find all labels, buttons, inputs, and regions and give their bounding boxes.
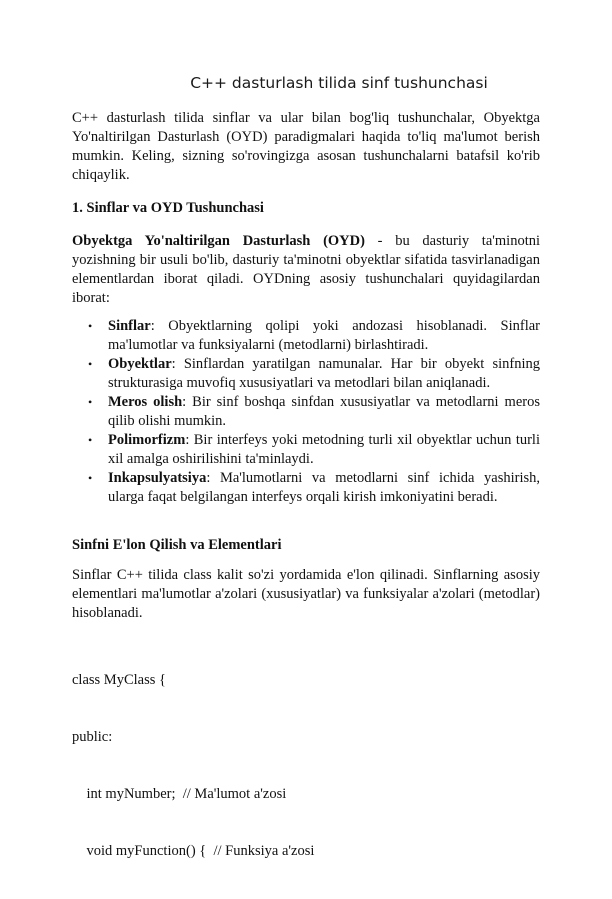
list-item bbox=[72, 317, 540, 355]
code-line: int myNumber; // Ma'lumot a'zosi bbox=[72, 786, 287, 802]
section2-heading: Sinfni E'lon Qilish va Elementlari bbox=[72, 537, 282, 553]
bullet-text: : Sinflardan yaratilgan namunalar. Har bir obyekt sinfning strukturasiga muvofiq xususiyatlari va metodlari bilan aniqlanadi. bbox=[108, 356, 540, 391]
code-line: class MyClass { bbox=[72, 672, 166, 688]
bullet-term: Obyektlar bbox=[108, 356, 172, 372]
bullet-term: Sinflar bbox=[108, 318, 151, 334]
bullet-term: Polimorfizm bbox=[108, 432, 186, 448]
bullet-text: : Obyektlarning qolipi yoki andozasi hisoblanadi. Sinflar ma'lumotlar va funksiyalarni (metodlarni) birlashtiradi. bbox=[108, 318, 540, 353]
bullet-term: Inkapsulyatsiya bbox=[108, 470, 207, 486]
section2-paragraph: Sinflar C++ tilida class kalit so'zi yordamida e'lon qilinadi. Sinflarning asosiy elementlari ma'lumotlar a'zolari (xususiyatlar) va funksiyalar a'zolari (metodlar) hisoblanadi. bbox=[72, 567, 540, 621]
section1-paragraph bbox=[72, 232, 540, 308]
list-item bbox=[72, 431, 540, 469]
list-item bbox=[72, 393, 540, 431]
document-title: C++ dasturlash tilida sinf tushunchasi bbox=[190, 74, 488, 92]
bullet-text: : Bir sinf boshqa sinfdan xususiyatlar va metodlarni meros qilib olishi mumkin. bbox=[108, 394, 540, 429]
code-block bbox=[72, 633, 540, 899]
list-item bbox=[72, 355, 540, 393]
section1-heading: 1. Sinflar va OYD Tushunchasi bbox=[72, 200, 264, 216]
code-line: void myFunction() { // Funksiya a'zosi bbox=[72, 843, 315, 859]
bullet-text: : Ma'lumotlarni va metodlarni sinf ichida yashirish, ularga faqat belgilangan interfeys orqali kirish imkoniyatini beradi. bbox=[108, 470, 540, 505]
section1-paragraph-text: - bu dasturiy ta'minotni yozishning bir usuli bo'lib, dasturiy ta'minotni obyektlar sifatida tasvirlanadigan elementlardan iborat qiladi. OYDning asosiy tushunchalari quyidagilardan iborat: bbox=[72, 233, 540, 306]
bullet-text: : Bir interfeys yoki metodning turli xil obyektlar uchun turli xil amalga oshirilishini ta'minlaydi. bbox=[108, 432, 540, 467]
oop-concepts-list bbox=[72, 317, 540, 507]
oyd-term: Obyektga Yo'naltirilgan Dasturlash (OYD) bbox=[72, 233, 365, 249]
bullet-term: Meros olish bbox=[108, 394, 183, 410]
list-item bbox=[72, 469, 540, 507]
code-line: public: bbox=[72, 729, 113, 745]
intro-paragraph: C++ dasturlash tilida sinflar va ular bilan bog'liq tushunchalar, Obyektga Yo'naltirilgan Dasturlash (OYD) paradigmalari haqida to'liq ma'lumot berish mumkin. Keling, sizning so'rovingizga asosan tushunchalarni batafsil ko'rib chiqaylik. bbox=[72, 110, 540, 183]
